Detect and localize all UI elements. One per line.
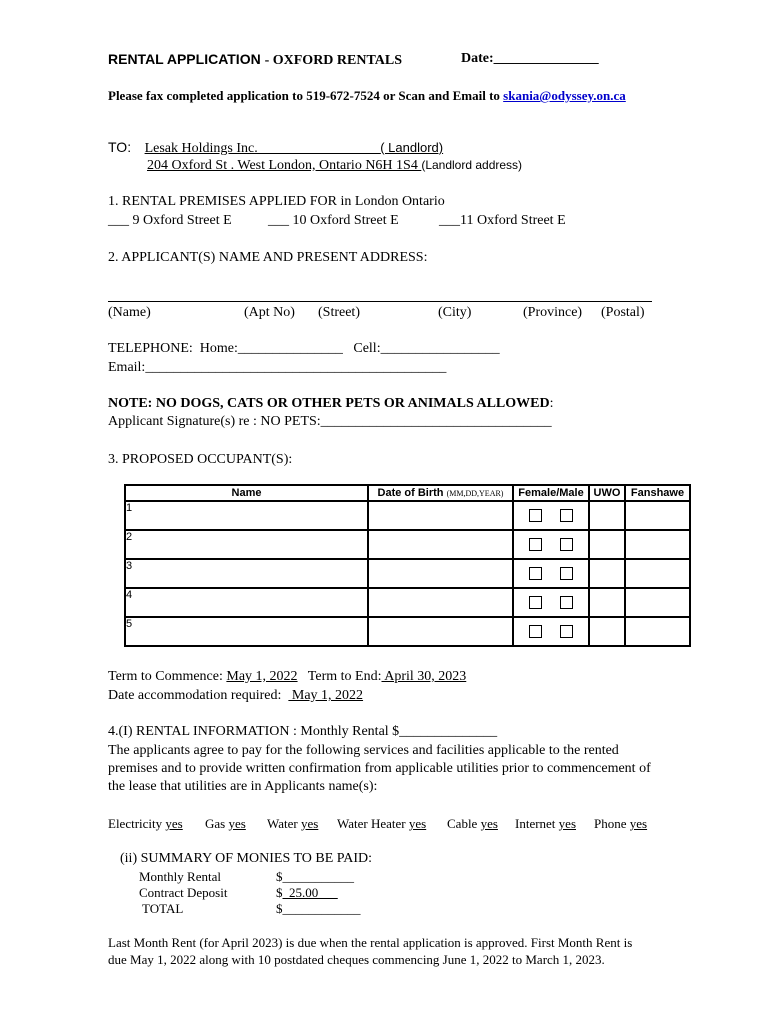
header-name: Name xyxy=(125,485,368,501)
header-dob-label: Date of Birth xyxy=(377,487,444,499)
occupant-gender-cell xyxy=(513,530,589,559)
utilities-phone xyxy=(594,816,647,832)
utility-label: Electricity xyxy=(108,816,166,831)
row-number: 4 xyxy=(126,589,133,601)
occupant-name-cell[interactable] xyxy=(125,588,368,617)
occupant-fanshawe-cell[interactable] xyxy=(625,617,690,646)
utility-value[interactable]: yes xyxy=(165,816,183,831)
telephone-field[interactable]: TELEPHONE: Home:_______________ Cell:_________________ xyxy=(108,341,500,356)
utility-label: Internet xyxy=(515,816,559,831)
occupant-gender-cell xyxy=(513,559,589,588)
occupant-fanshawe-cell[interactable] xyxy=(625,501,690,530)
header-uwo: UWO xyxy=(589,485,625,501)
utility-label: Gas xyxy=(205,816,229,831)
row-number: 5 xyxy=(126,618,133,630)
no-pets-signature-field[interactable]: Applicant Signature(s) re : NO PETS:_________________________________ xyxy=(108,414,552,429)
contract-deposit-value[interactable]: 25.00 xyxy=(282,885,338,900)
occupant-uwo-cell[interactable] xyxy=(589,501,625,530)
occupant-name-cell[interactable] xyxy=(125,617,368,646)
premises-option-9[interactable]: ___ 9 Oxford Street E xyxy=(108,213,232,228)
section4-para-line-1: The applicants agree to pay for the following services and facilities applicable to the rented xyxy=(108,743,619,758)
monies-heading: (ii) SUMMARY OF MONIES TO BE PAID: xyxy=(120,851,373,866)
utility-value[interactable]: yes xyxy=(300,816,319,831)
contact-email-link[interactable]: skania@odyssey.on.ca xyxy=(503,88,626,103)
date-required-value[interactable]: May 1, 2022 xyxy=(288,688,364,703)
date-field[interactable]: Date:_______________ xyxy=(461,51,599,66)
date-required-line xyxy=(108,688,363,704)
utility-value[interactable]: yes xyxy=(558,816,577,831)
landlord-tag: ( Landlord) xyxy=(380,140,444,155)
landlord-address-tag: (Landlord address) xyxy=(421,158,523,172)
section2-heading: 2. APPLICANT(S) NAME AND PRESENT ADDRESS: xyxy=(108,250,428,265)
to-label: TO: xyxy=(108,139,132,155)
male-checkbox[interactable] xyxy=(560,567,573,580)
occupant-fanshawe-cell[interactable] xyxy=(625,588,690,617)
male-checkbox[interactable] xyxy=(560,596,573,609)
total-value[interactable]: ____________ xyxy=(282,901,361,916)
landlord-name: Lesak Holdings Inc. xyxy=(144,141,381,156)
term-commence-value[interactable]: May 1, 2022 xyxy=(226,669,298,684)
row-number: 3 xyxy=(126,560,133,572)
fax-instructions-text: Please fax completed application to 519-672-7524 or Scan and Email to xyxy=(108,88,504,103)
form-title xyxy=(108,51,402,69)
occupant-dob-cell[interactable] xyxy=(368,530,513,559)
total-label: TOTAL xyxy=(139,901,184,916)
table-row xyxy=(125,617,690,646)
col-city: (City) xyxy=(438,305,472,320)
total-field xyxy=(276,901,361,917)
occupant-name-cell[interactable] xyxy=(125,530,368,559)
female-checkbox[interactable] xyxy=(529,509,542,522)
col-apt: (Apt No) xyxy=(244,305,295,320)
form-title-sub: - OXFORD RENTALS xyxy=(264,53,403,68)
form-title-main: RENTAL APPLICATION xyxy=(108,51,261,67)
term-commence-label: Term to Commence: xyxy=(108,669,227,684)
occupant-uwo-cell[interactable] xyxy=(589,559,625,588)
col-province: (Province) xyxy=(523,305,583,320)
utilities-cable xyxy=(447,816,498,832)
occupants-table xyxy=(124,484,691,647)
col-postal: (Postal) xyxy=(601,305,645,320)
table-row xyxy=(125,588,690,617)
to-block xyxy=(108,139,443,157)
occupant-fanshawe-cell[interactable] xyxy=(625,530,690,559)
landlord-address-line xyxy=(147,158,522,174)
table-row xyxy=(125,530,690,559)
currency-symbol: $ xyxy=(276,901,283,916)
section3-heading: 3. PROPOSED OCCUPANT(S): xyxy=(108,452,293,467)
occupant-dob-cell[interactable] xyxy=(368,617,513,646)
utility-label: Water xyxy=(267,816,301,831)
utility-value[interactable]: yes xyxy=(480,816,498,831)
header-dob-format: (MM,DD,YEAR) xyxy=(446,489,504,498)
contract-deposit-field xyxy=(276,885,338,901)
utility-label: Cable xyxy=(447,816,481,831)
monthly-rental-field[interactable]: $___________ xyxy=(276,869,354,884)
utility-label: Water Heater xyxy=(337,816,409,831)
section4-para-line-3: the lease that utilities are in Applicants name(s): xyxy=(108,779,378,794)
male-checkbox[interactable] xyxy=(560,509,573,522)
utilities-water-heater xyxy=(337,816,426,832)
occupant-dob-cell[interactable] xyxy=(368,559,513,588)
occupant-fanshawe-cell[interactable] xyxy=(625,559,690,588)
premises-option-10[interactable]: ___ 10 Oxford Street E xyxy=(268,213,399,228)
landlord-address: 204 Oxford St . West London, Ontario N6H 1S4 xyxy=(147,158,422,173)
utilities-electricity xyxy=(108,816,183,832)
section4-para-line-2: premises and to provide written confirmation from applicable utilities prior to commencement of xyxy=(108,761,651,776)
occupant-gender-cell xyxy=(513,588,589,617)
email-field[interactable]: Email:___________________________________________ xyxy=(108,360,447,375)
occupant-gender-cell xyxy=(513,617,589,646)
table-row xyxy=(125,501,690,530)
occupant-dob-cell[interactable] xyxy=(368,501,513,530)
occupant-uwo-cell[interactable] xyxy=(589,530,625,559)
table-row xyxy=(125,559,690,588)
term-end-label: Term to End: xyxy=(297,669,382,684)
occupant-uwo-cell[interactable] xyxy=(589,617,625,646)
date-required-label: Date accommodation required: xyxy=(108,688,289,703)
fax-instructions xyxy=(108,88,626,104)
pets-note-colon: : xyxy=(549,396,554,411)
occupant-dob-cell[interactable] xyxy=(368,588,513,617)
utilities-gas xyxy=(205,816,246,832)
premises-option-11[interactable]: ___11 Oxford Street E xyxy=(439,213,566,228)
col-street: (Street) xyxy=(318,305,360,320)
male-checkbox[interactable] xyxy=(560,538,573,551)
row-number: 2 xyxy=(126,531,133,543)
occupant-name-cell[interactable] xyxy=(125,559,368,588)
footer-line-1: Last Month Rent (for April 2023) is due when the rental application is approved. First Month Rent is xyxy=(108,935,633,950)
monthly-rental-label: Monthly Rental xyxy=(139,869,221,884)
footer-line-2: due May 1, 2022 along with 10 postdated cheques commencing June 1, 2022 to March 1, 2023. xyxy=(108,952,605,967)
section1-heading: 1. RENTAL PREMISES APPLIED FOR in London Ontario xyxy=(108,194,445,209)
female-checkbox[interactable] xyxy=(529,625,542,638)
section4-heading: 4.(I) RENTAL INFORMATION : Monthly Rental $______________ xyxy=(108,724,498,739)
utilities-internet xyxy=(515,816,576,832)
occupant-name-cell[interactable] xyxy=(125,501,368,530)
currency-symbol: $ xyxy=(276,885,283,900)
utilities-water xyxy=(267,816,318,832)
female-checkbox[interactable] xyxy=(529,567,542,580)
female-checkbox[interactable] xyxy=(529,538,542,551)
utility-label: Phone xyxy=(594,816,630,831)
header-dob xyxy=(368,485,513,501)
pets-note-text: NOTE: NO DOGS, CATS OR OTHER PETS OR ANIMALS ALLOWED xyxy=(108,396,550,411)
term-end-value[interactable]: April 30, 2023 xyxy=(381,669,467,684)
occupants-header-row xyxy=(125,485,690,501)
col-name: (Name) xyxy=(108,305,151,320)
occupant-gender-cell xyxy=(513,501,589,530)
row-number: 1 xyxy=(126,502,133,514)
utility-value[interactable]: yes xyxy=(408,816,427,831)
applicant-address-line[interactable] xyxy=(108,301,652,302)
occupant-uwo-cell[interactable] xyxy=(589,588,625,617)
term-line xyxy=(108,669,466,685)
header-female-male: Female/Male xyxy=(513,485,589,501)
utility-value[interactable]: yes xyxy=(629,816,648,831)
female-checkbox[interactable] xyxy=(529,596,542,609)
utility-value[interactable]: yes xyxy=(228,816,246,831)
contract-deposit-label: Contract Deposit xyxy=(139,885,228,900)
header-fanshawe: Fanshawe xyxy=(625,485,690,501)
male-checkbox[interactable] xyxy=(560,625,573,638)
pets-note xyxy=(108,396,554,412)
